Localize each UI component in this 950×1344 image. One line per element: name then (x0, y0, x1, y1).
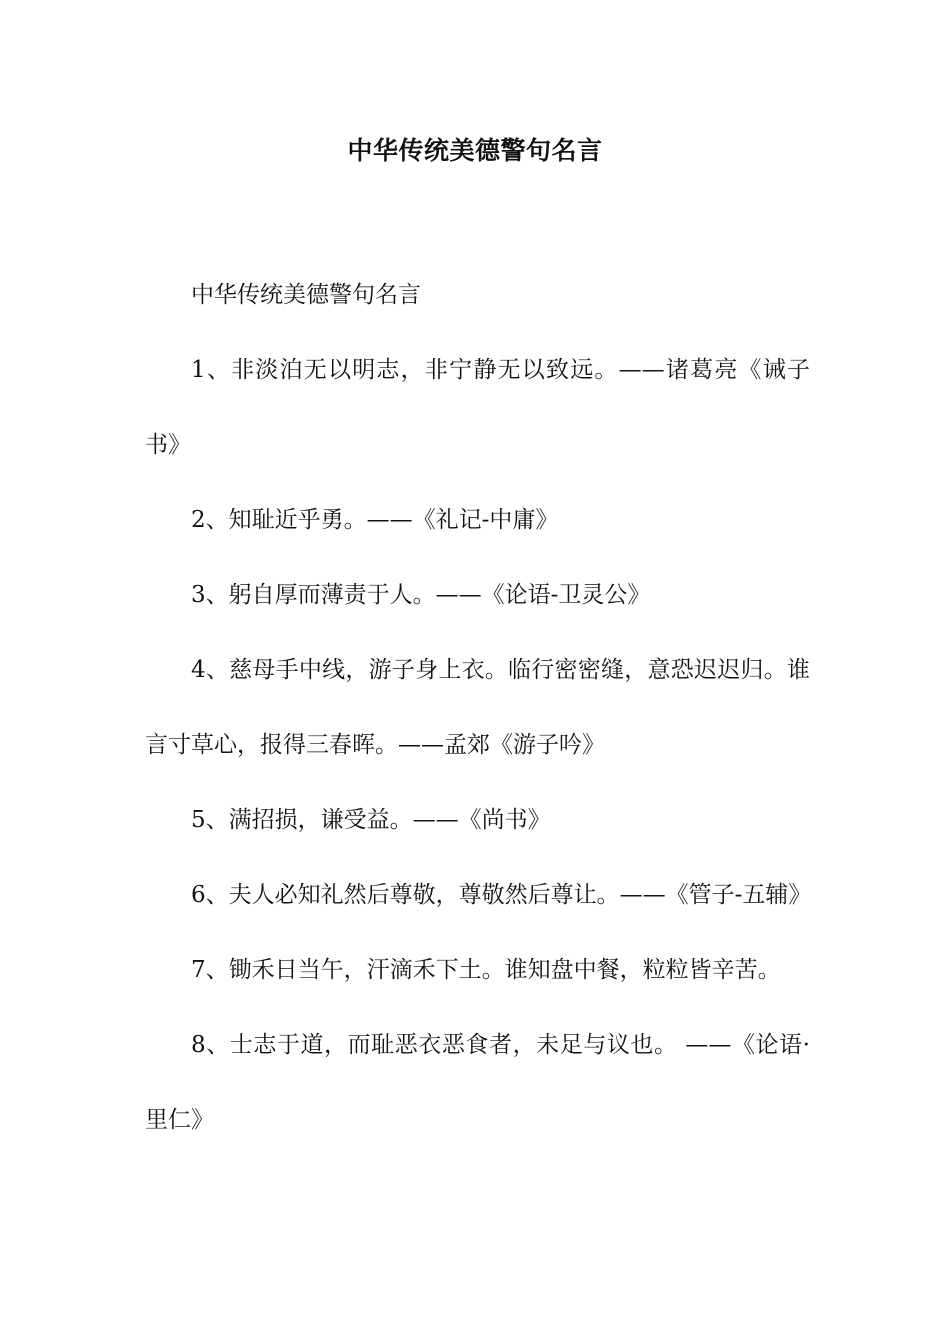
quote-paragraph-3: 3、躬自厚而薄责于人。——《论语-卫灵公》 (191, 582, 651, 608)
quote-paragraph-7: 7、锄禾日当午，汗滴禾下土。谁知盘中餐，粒粒皆辛苦。 (191, 957, 781, 983)
document-body (145, 258, 810, 1158)
quote-paragraph-4: 4、慈母手中线，游子身上衣。临行密密缝，意恐迟迟归。谁言寸草心，报得三春晖。——孟郊《游子吟》 (145, 657, 810, 758)
quote-paragraph-6: 6、夫人必知礼然后尊敬，尊敬然后尊让。——《管子-五辅》 (191, 882, 812, 908)
body-paragraph-heading: 中华传统美德警句名言 (191, 282, 421, 308)
quote-paragraph-1: 1、非淡泊无以明志，非宁静无以致远。——诸葛亮《诫子书》 (145, 357, 810, 458)
quote-paragraph-8: 8、士志于道，而耻恶衣恶食者，未足与议也。 ——《论语·里仁》 (145, 1032, 810, 1133)
quote-paragraph-5: 5、满招损，谦受益。——《尚书》 (191, 807, 551, 833)
quote-paragraph-2: 2、知耻近乎勇。——《礼记-中庸》 (191, 507, 559, 533)
document-title: 中华传统美德警句名言 (347, 136, 603, 165)
